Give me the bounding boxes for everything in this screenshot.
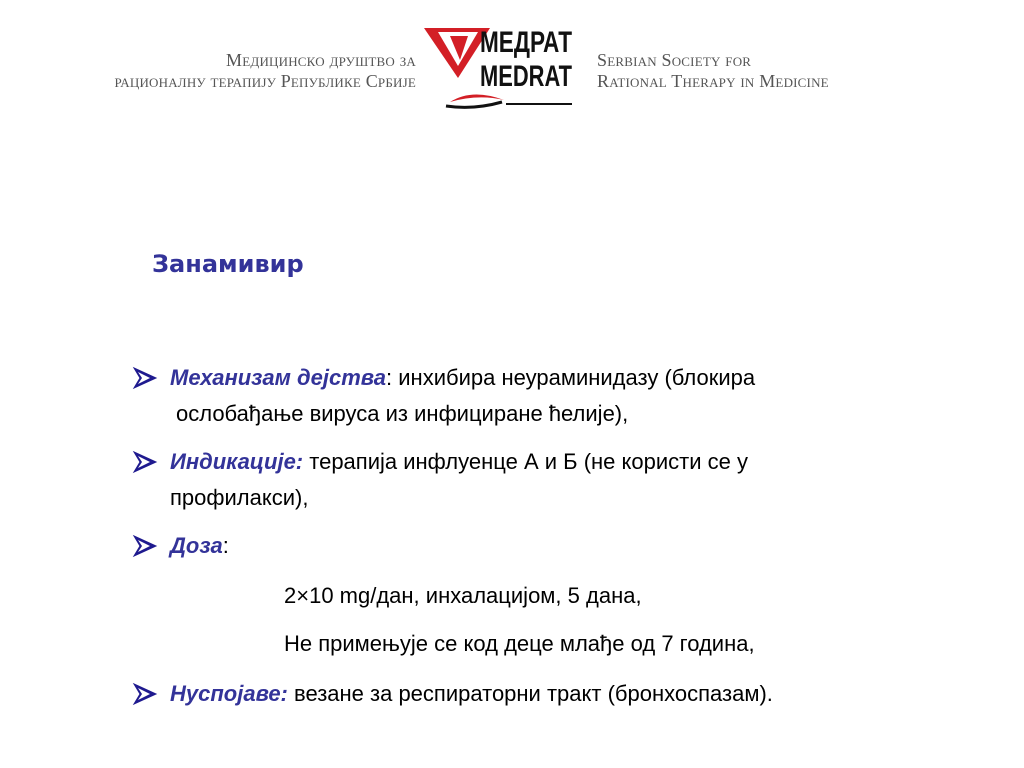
org-name-english [597, 50, 829, 92]
header [0, 0, 1024, 120]
bullet-text: везане за респираторни тракт (бронхоспазам). [287, 681, 773, 706]
org-name-english-line2: Rational Therapy in Medicine [597, 71, 829, 91]
logo-line2: MEDRAT [480, 60, 572, 93]
logo-line1: МЕДРАТ [480, 26, 572, 59]
org-name-serbian-line2: рационалну терапију Републике Србије [114, 71, 416, 91]
arrow-bullet-icon [132, 534, 158, 558]
bullet-term: Нуспојаве: [170, 681, 288, 706]
bullet-term: Доза [170, 533, 223, 558]
bullet-mechanism [132, 360, 932, 432]
bullet-separator: : [386, 365, 393, 390]
arrow-bullet-icon [132, 682, 158, 706]
dose-line: 2×10 mg/дан, инхалацијом, 5 дана, [284, 583, 642, 608]
bullet-term: Механизам дејства [170, 365, 387, 390]
arrow-bullet-icon [132, 450, 158, 474]
bullet-text: инхибира неураминидазу (блокира [392, 365, 756, 390]
bullet-term: Индикације: [170, 449, 304, 474]
bullet-indications [132, 444, 932, 516]
bullet-list [132, 360, 932, 724]
bullet-continuation: ослобађање вируса из инфициране ћелије), [176, 401, 629, 426]
bullet-continuation: профилакси), [170, 485, 309, 510]
bullet-dose [132, 528, 932, 662]
bullet-text: терапија инфлуенце А и Б (не користи се у [303, 449, 748, 474]
bullet-side-effects [132, 676, 932, 712]
medrat-logo [420, 22, 580, 114]
org-name-serbian-line1: Медицинско друштво за [226, 50, 416, 70]
arrow-bullet-icon [132, 366, 158, 390]
org-name-serbian [115, 50, 416, 92]
org-name-english-line1: Serbian Society for [597, 50, 752, 70]
dose-line: Не примењује се код деце млађе од 7 година, [284, 631, 755, 656]
bullet-separator: : [222, 533, 229, 558]
slide-title: Занамивир [152, 250, 304, 278]
